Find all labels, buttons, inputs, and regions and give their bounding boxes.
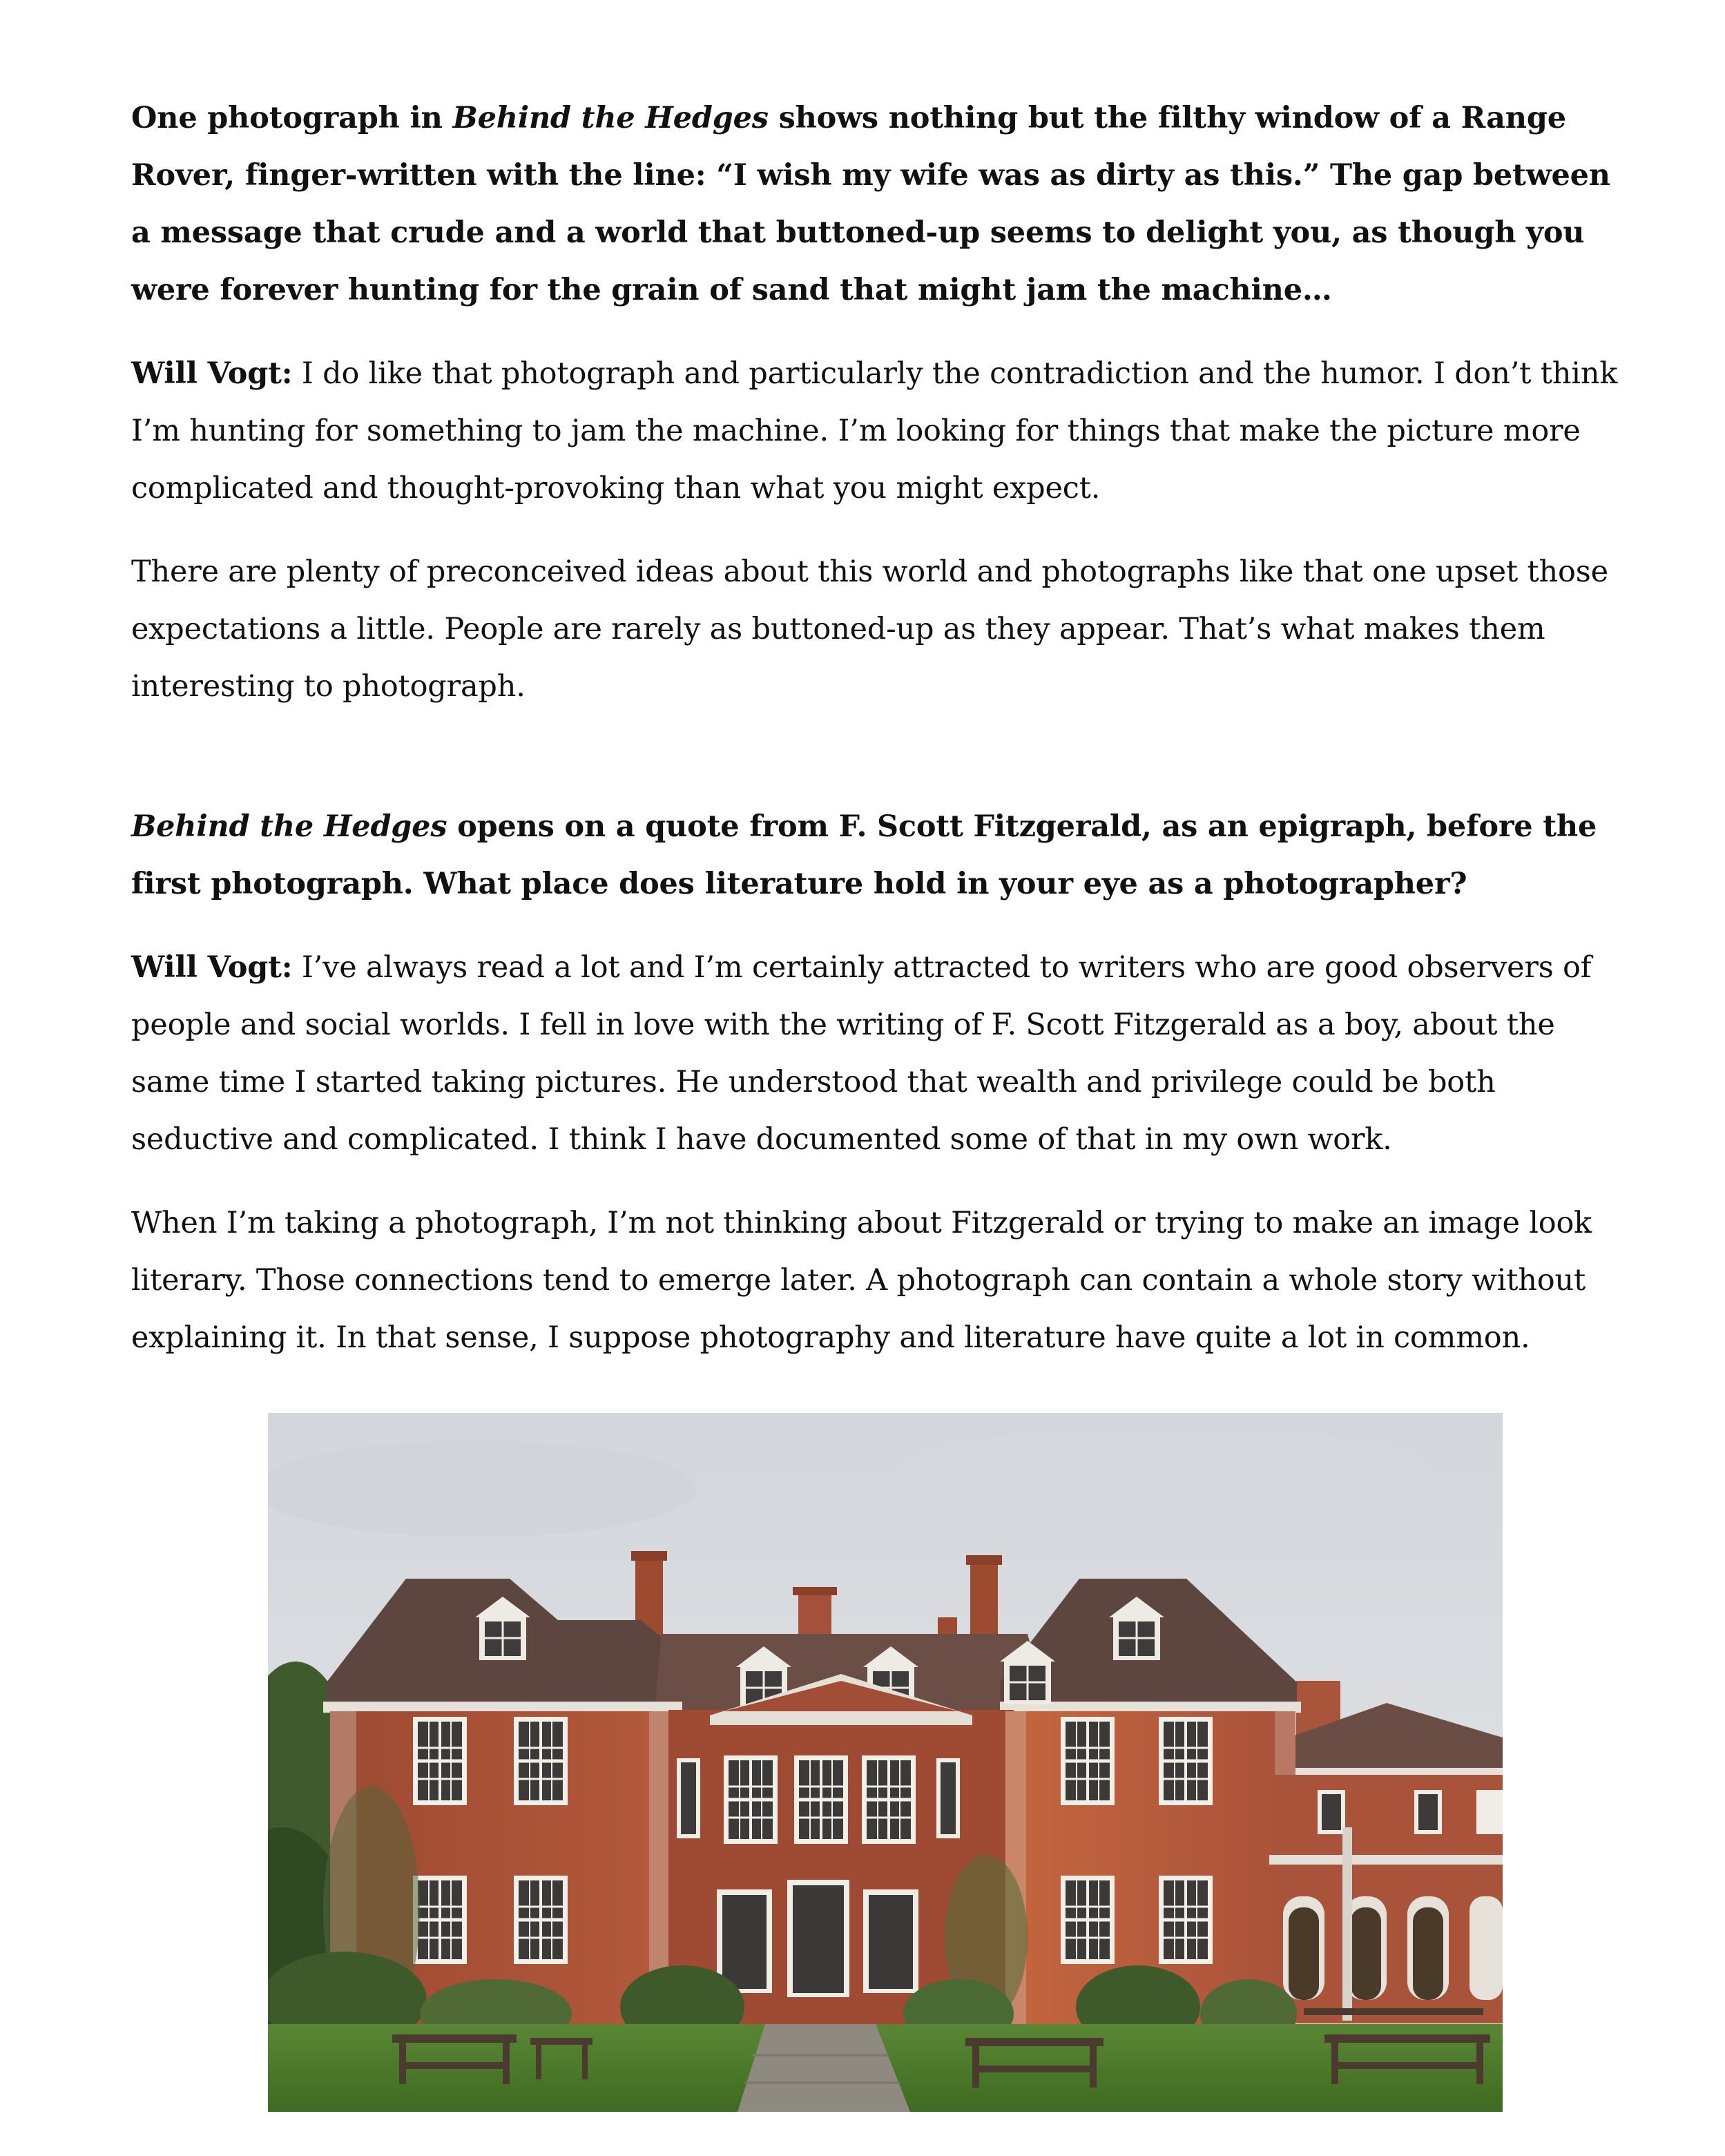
manor-house-illustration xyxy=(268,1413,1503,2112)
book-title: Behind the Hedges xyxy=(131,809,447,844)
question-1-text-cont: shows nothing but the filthy window of a Range Rover, finger-written with the line: “I wish my wife was as dirty as this.” The gap between a message that crude and a world that buttoned-up seems to delight you, as though you were forever hunting for the grain of sand that might jam the machine… xyxy=(131,101,1610,307)
answer-1 xyxy=(131,345,1637,517)
question-2 xyxy=(131,798,1637,913)
answer-2 xyxy=(131,939,1637,1168)
speaker-label: Will Vogt: xyxy=(131,950,293,985)
answer-2-text: I’ve always read a lot and I’m certainly attracted to writers who are good observers of people and social worlds. I fell in love with the writing of F. Scott Fitzgerald as a boy, about the same time I started taking pictures. He understood that wealth and privilege could be both seductive and complicated. I think I have documented some of that in my own work. xyxy=(131,950,1592,1157)
book-title: Behind the Hedges xyxy=(452,101,769,135)
answer-2-continued: When I’m taking a photograph, I’m not thinking about Fitzgerald or trying to make an image look literary. Those connections tend to emerge later. A photograph can contain a whole story without explaining it. In that sense, I suppose photography and literature have quite a lot in common. xyxy=(131,1206,1592,1355)
manor-house-photo xyxy=(268,1413,1503,2112)
answer-1-continued: There are plenty of preconceived ideas about this world and photographs like that one upset those expectations a little. People are rarely as buttoned-up as they appear. That’s what makes them interesting to photograph. xyxy=(131,555,1608,704)
question-1 xyxy=(131,90,1637,319)
answer-1-text: I do like that photograph and particularly the contradiction and the humor. I don’t think I’m hunting for something to jam the machine. I’m looking for things that make the picture more complicated and thought-provoking than what you might expect. xyxy=(131,356,1618,506)
question-1-text: One photograph in xyxy=(131,101,453,135)
article-body xyxy=(131,90,1637,1367)
question-2-text: opens on a quote from F. Scott Fitzgerald, as an epigraph, before the first photograph. What place does literature hold in your eye as a photographer? xyxy=(131,809,1597,901)
speaker-label: Will Vogt: xyxy=(131,356,293,391)
